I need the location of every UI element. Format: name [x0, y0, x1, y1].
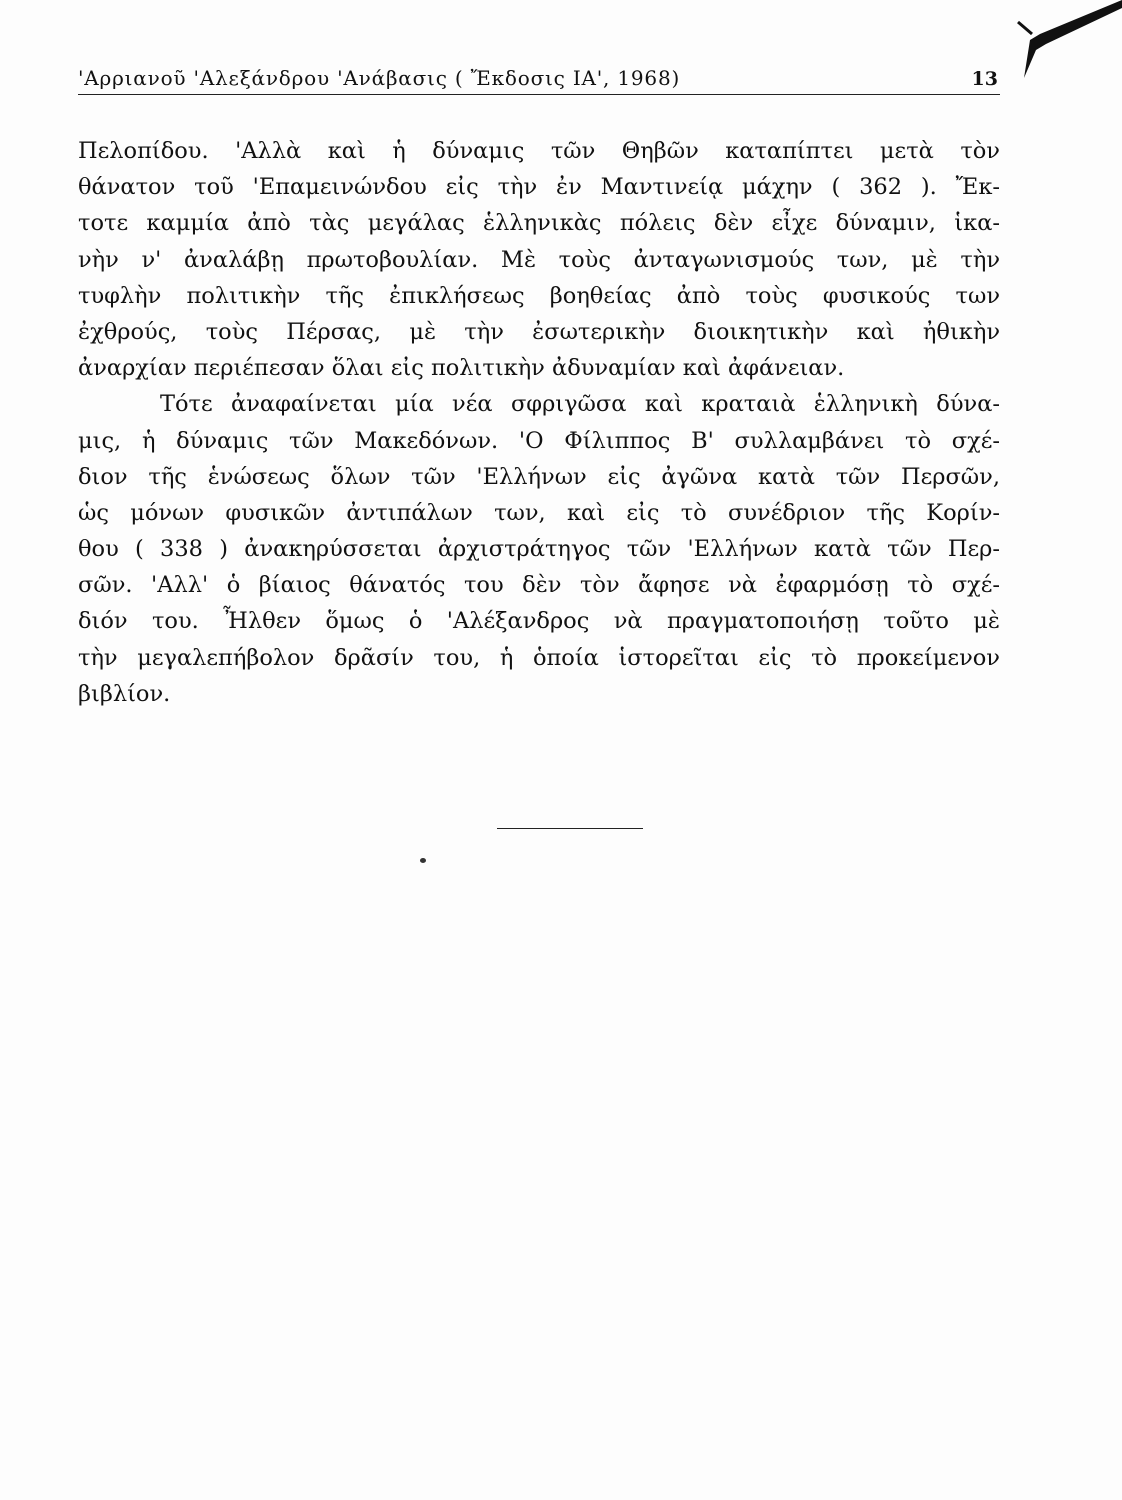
text-line: τὴν μεγαλεπήβολον δρᾶσίν του, ἡ ὁποία ἱστορεῖται εἰς τὸ προκείμενον — [78, 644, 1000, 671]
text-line: τοτε καμμία ἀπὸ τὰς μεγάλας ἑλληνικὰς πόλεις δὲν εἶχε δύναμιν, ἱκα- — [78, 210, 1000, 237]
text-line: ἐχθρούς, τοὺς Πέρσας, μὲ τὴν ἐσωτερικὴν διοικητικὴν καὶ ἠθικὴν — [78, 318, 1000, 345]
text-line: τυφλὴν πολιτικὴν τῆς ἐπικλήσεως βοηθείας ἀπὸ τοὺς φυσικούς των — [78, 282, 1000, 309]
page-number: 13 — [971, 68, 998, 90]
body-text — [78, 133, 1000, 712]
corner-pen-mark — [1010, 0, 1122, 80]
paragraph-2 — [78, 386, 1000, 712]
text-line: νὴν ν' ἀναλάβῃ πρωτοβουλίαν. Μὲ τοὺς ἀνταγωνισμούς των, μὲ τὴν — [78, 246, 1000, 273]
text-line: μις, ἡ δύναμις τῶν Μακεδόνων. 'Ο Φίλιππος Β' συλλαμβάνει τὸ σχέ- — [78, 427, 1000, 454]
text-line: Τότε ἀναφαίνεται μία νέα σφριγῶσα καὶ κραταιὰ ἑλληνικὴ δύνα- — [160, 391, 1000, 418]
text-line: ὡς μόνων φυσικῶν ἀντιπάλων των, καὶ εἰς τὸ συνέδριον τῆς Κορίν- — [78, 499, 1000, 526]
running-title: 'Αρριανοῦ 'Αλεξάνδρου 'Ανάβασις ( Ἔκδοσις ΙΑ', 1968) — [78, 66, 681, 90]
paragraph-1 — [78, 133, 1000, 386]
text-line: Πελοπίδου. 'Αλλὰ καὶ ἡ δύναμις τῶν Θηβῶν καταπίπτει μετὰ τὸν — [78, 138, 1000, 164]
text-line: διόν του. Ἦλθεν ὅμως ὁ 'Αλέξανδρος νὰ πραγματοποιήσῃ τοῦτο μὲ — [78, 608, 1000, 635]
text-line: ἀναρχίαν περιέπεσαν ὅλαι εἰς πολιτικὴν ἀδυναμίαν καὶ ἀφάνειαν. — [78, 355, 845, 382]
end-of-text-rule — [497, 828, 643, 829]
text-line: θου ( 338 ) ἀνακηρύσσεται ἀρχιστράτηγος τῶν 'Ελλήνων κατὰ τῶν Περ- — [78, 536, 1000, 563]
text-line: βιβλίον. — [78, 680, 171, 707]
running-header — [78, 58, 1000, 95]
text-line: σῶν. 'Αλλ' ὁ βίαιος θάνατός του δὲν τὸν ἄφησε νὰ ἐφαρμόσῃ τὸ σχέ- — [78, 572, 1000, 599]
ink-speck — [420, 858, 426, 863]
text-line: διον τῆς ἑνώσεως ὅλων τῶν 'Ελλήνων εἰς ἀγῶνα κατὰ τῶν Περσῶν, — [78, 463, 1000, 490]
text-line: θάνατον τοῦ 'Επαμεινώνδου εἰς τὴν ἐν Μαντινείᾳ μάχην ( 362 ). Ἔκ- — [78, 174, 1000, 201]
